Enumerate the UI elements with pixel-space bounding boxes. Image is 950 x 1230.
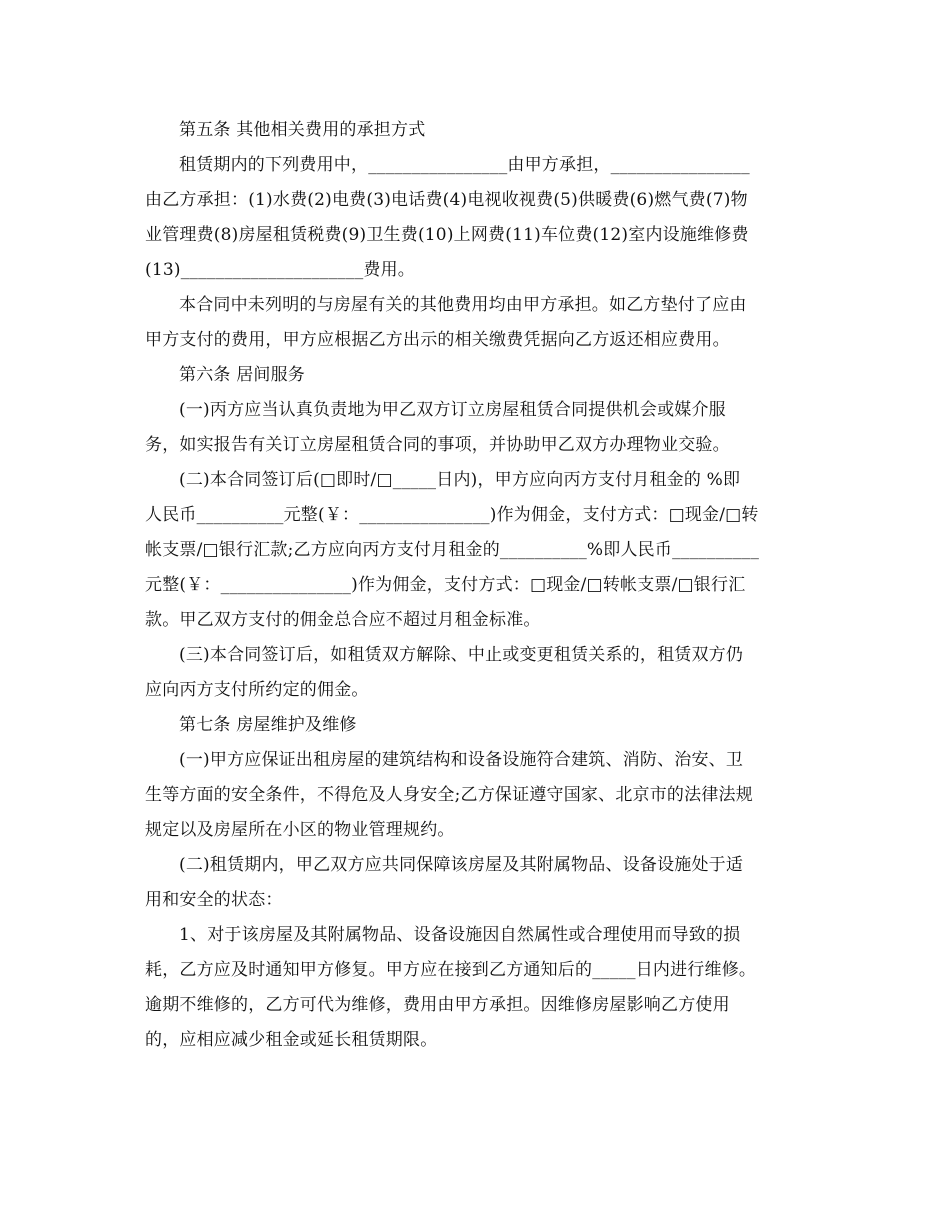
text-line: 甲方支付的费用，甲方应根据乙方出示的相关缴费凭据向乙方返还相应费用。 bbox=[145, 330, 730, 350]
text-line: 用和安全的状态： bbox=[145, 890, 283, 910]
article-7-paragraph-1 bbox=[145, 743, 809, 848]
text-line: 生等方面的安全条件，不得危及人身安全;乙方保证遵守国家、北京市的法律法规 bbox=[145, 785, 753, 805]
text-line: 规定以及房屋所在小区的物业管理规约。 bbox=[145, 820, 455, 840]
article-6-paragraph-1 bbox=[145, 393, 809, 463]
text-line: (二)租赁期内，甲乙双方应共同保障该房屋及其附属物品、设备设施处于适 bbox=[179, 855, 744, 875]
document-body bbox=[145, 113, 809, 1058]
text-line: 由乙方承担：(1)水费(2)电费(3)电话费(4)电视收视费(5)供暖费(6)燃气费(7)物 bbox=[145, 190, 748, 210]
text-line: 业管理费(8)房屋租赁税费(9)卫生费(10)上网费(11)车位费(12)室内设施维修费 bbox=[145, 225, 749, 245]
text-line: 应向丙方支付所约定的佣金。 bbox=[145, 680, 369, 700]
text-line: 务，如实报告有关订立房屋租赁合同的事项，并协助甲乙双方办理物业交验。 bbox=[145, 435, 730, 455]
article-7-paragraph-3 bbox=[145, 918, 809, 1058]
text-line: 耗，乙方应及时通知甲方修复。甲方应在接到乙方通知后的_____日内进行维修。 bbox=[145, 960, 757, 980]
article-6-heading: 第六条 居间服务 bbox=[179, 365, 306, 385]
text-line: 1、对于该房屋及其附属物品、设备设施因自然属性或合理使用而导致的损 bbox=[179, 925, 741, 945]
text-line: (二)本合同签订后(□即时/□_____日内)，甲方应向丙方支付月租金的 %即 bbox=[179, 470, 741, 490]
article-7-paragraph-2 bbox=[145, 848, 809, 918]
article-6-paragraph-3 bbox=[145, 638, 809, 708]
text-line: 租赁期内的下列费用中，________________由甲方承担，________________ bbox=[179, 155, 750, 175]
article-5-paragraph-2 bbox=[145, 288, 809, 358]
article-7-heading: 第七条 房屋维护及维修 bbox=[179, 715, 357, 735]
text-line: 人民币__________元整(￥：_______________)作为佣金，支付方式：□现金/□转 bbox=[145, 505, 759, 525]
text-line: 的，应相应减少租金或延长租赁期限。 bbox=[145, 1030, 438, 1050]
text-line: (三)本合同签订后，如租赁双方解除、中止或变更租赁关系的，租赁双方仍 bbox=[179, 645, 744, 665]
article-6-paragraph-2 bbox=[145, 463, 809, 638]
text-line: (一)甲方应保证出租房屋的建筑结构和设备设施符合建筑、消防、治安、卫 bbox=[179, 750, 744, 770]
text-line: 款。甲乙双方支付的佣金总合应不超过月租金标准。 bbox=[145, 610, 541, 630]
text-line: (一)丙方应当认真负责地为甲乙双方订立房屋租赁合同提供机会或媒介服 bbox=[179, 400, 726, 420]
text-line: 逾期不维修的，乙方可代为维修，费用由甲方承担。因维修房屋影响乙方使用 bbox=[145, 995, 730, 1015]
text-line: 元整(￥：_______________)作为佣金，支付方式：□现金/□转帐支票/□银行汇 bbox=[145, 575, 746, 595]
text-line: (13)_____________________费用。 bbox=[145, 260, 415, 280]
article-5-paragraph-1 bbox=[145, 148, 809, 288]
text-line: 帐支票/□银行汇款;乙方应向丙方支付月租金的__________%即人民币__________ bbox=[145, 540, 760, 560]
text-line: 本合同中未列明的与房屋有关的其他费用均由甲方承担。如乙方垫付了应由 bbox=[179, 295, 747, 315]
article-5-heading: 第五条 其他相关费用的承担方式 bbox=[179, 120, 426, 140]
